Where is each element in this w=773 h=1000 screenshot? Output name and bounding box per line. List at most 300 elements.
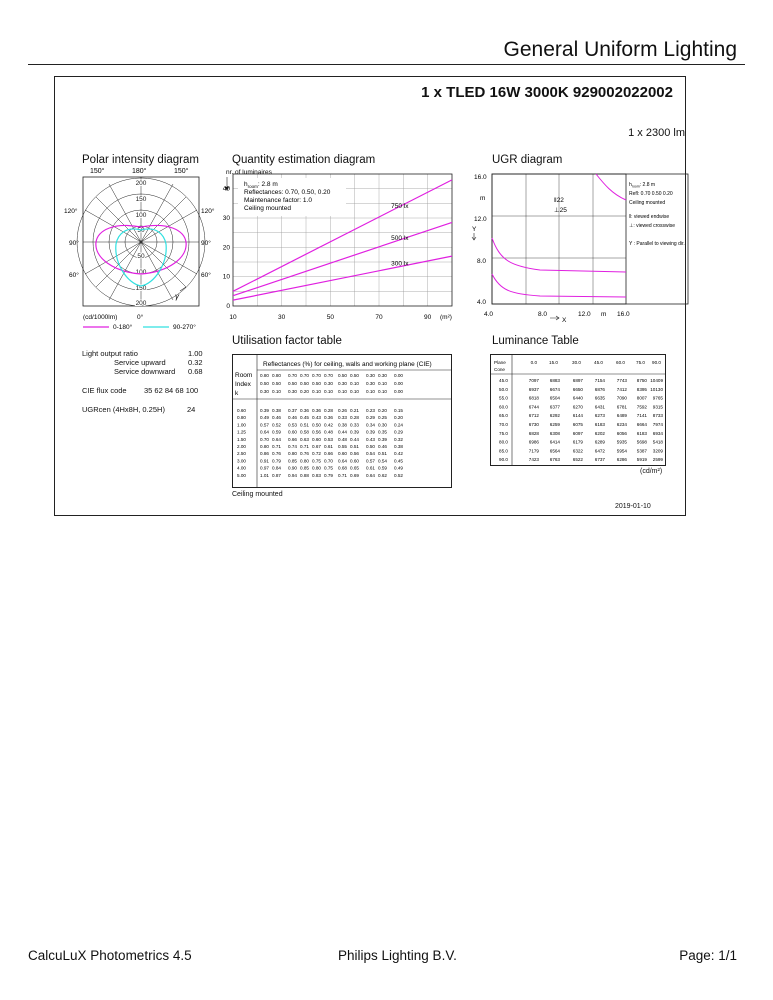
lum-value-cell: 6737 <box>594 457 605 463</box>
uf-value-cell: 0.57 <box>260 422 269 428</box>
uf-value-cell: 0.70 <box>324 458 333 464</box>
ring-label-50-top: 50 <box>137 227 145 234</box>
uf-reflectance-cell: 0.50 <box>272 381 281 386</box>
lum-cone-cell: 75.0 <box>499 430 508 436</box>
lum-value-cell: 6270 <box>572 404 583 410</box>
uf-value-cell: 0.24 <box>394 422 403 428</box>
uf-value-cell: 0.70 <box>260 436 269 442</box>
ugr-legend-crosswise: ⊥: viewed crosswise <box>629 223 676 229</box>
uf-value-cell: 0.44 <box>338 429 347 435</box>
uf-value-cell: 0.29 <box>366 415 375 421</box>
quantity-title: Quantity estimation diagram <box>232 154 376 166</box>
uf-value-cell: 0.52 <box>272 422 281 428</box>
uf-value-cell: 0.75 <box>312 458 321 464</box>
quantity-x-tick: 50 <box>326 314 334 321</box>
footer-page: Page: 1/1 <box>679 948 737 963</box>
uf-title: Utilisation factor table <box>232 335 342 347</box>
uf-value-cell: 0.62 <box>378 472 387 478</box>
lum-value-cell: 8750 <box>636 378 647 383</box>
uf-value-cell: 0.55 <box>338 444 347 449</box>
lum-value-cell: 6056 <box>616 430 627 436</box>
uf-room-index-cell: 2.00 <box>237 444 246 449</box>
uf-value-cell: 0.39 <box>350 429 359 435</box>
polar-side-label-120-left: 120° <box>64 208 78 215</box>
lum-value-cell: 6744 <box>528 404 539 410</box>
uf-value-cell: 0.52 <box>394 472 403 478</box>
endwise-icon: ‖ <box>629 214 632 220</box>
uf-value-cell: 0.42 <box>394 451 403 457</box>
lum-plane-header: 15.0 <box>549 360 558 365</box>
lum-value-cell: 6828 <box>528 430 539 436</box>
uf-reflectance-cell: 0.10 <box>366 389 375 394</box>
viewed-endwise-icon: ‖ <box>554 197 557 204</box>
quantity-chart <box>216 164 466 324</box>
lum-value-cell: 6781 <box>616 404 627 410</box>
uf-value-cell: 0.76 <box>300 451 309 457</box>
polar-side-label-90-right: 90° <box>201 240 211 247</box>
uf-value-cell: 0.44 <box>350 436 359 442</box>
ugr-marker-25: ⊥25 <box>554 207 567 214</box>
lum-value-cell: 6763 <box>549 457 560 463</box>
uf-value-cell: 0.87 <box>272 472 281 478</box>
lum-plane-header: 75.0 <box>636 360 645 365</box>
ugr-grid <box>492 174 626 304</box>
lum-value-cell: 10130 <box>650 386 663 392</box>
lum-value-cell: 6440 <box>572 395 583 401</box>
issue-date: 2019-01-10 <box>615 503 651 510</box>
lum-value-cell: 7154 <box>594 378 605 383</box>
uf-value-cell: 0.64 <box>338 458 347 464</box>
ugr-y-axis-label: Y <box>472 226 477 233</box>
quantity-x-tick: 30 <box>278 314 286 321</box>
uf-value-cell: 0.38 <box>272 408 281 413</box>
quantity-x-tick: 90 <box>424 314 432 321</box>
polar-diagram <box>54 160 229 335</box>
ugr-legend-refl: Refl: 0.70 0.50 0.20 <box>629 191 673 197</box>
uf-value-cell: 0.85 <box>288 458 297 464</box>
lum-value-cell: 6934 <box>652 430 663 436</box>
lum-value-cell: 7179 <box>528 448 539 454</box>
header-divider <box>28 64 745 65</box>
lum-value-cell: 6377 <box>549 404 560 410</box>
uf-value-cell: 0.36 <box>324 415 333 421</box>
ring-label-50-bottom: 50 <box>137 253 145 260</box>
lum-value-cell: 6674 <box>549 386 560 392</box>
uf-reflectance-cell: 0.00 <box>394 389 403 394</box>
crosswise-icon: ⊥ <box>629 223 634 229</box>
uf-value-cell: 0.51 <box>300 422 309 428</box>
quantity-y-tick: 30 <box>222 215 230 222</box>
uf-reflectance-cell: 0.30 <box>324 381 333 386</box>
ugr-legend-mounting: Ceiling mounted <box>629 200 666 206</box>
lum-value-cell: 6522 <box>572 457 583 463</box>
uf-value-cell: 0.37 <box>288 408 297 413</box>
lum-value-cell: 5954 <box>616 448 627 454</box>
uf-value-cell: 0.83 <box>312 472 321 478</box>
uf-value-cell: 0.60 <box>288 429 297 435</box>
uf-value-cell: 0.94 <box>288 472 297 478</box>
uf-value-cell: 0.66 <box>324 451 333 457</box>
lor-value: 1.00 <box>188 349 203 358</box>
lum-value-cell: 6730 <box>528 422 539 427</box>
uf-reflectance-cell: 0.10 <box>378 389 387 394</box>
polar-side-label-60-left: 60° <box>69 272 79 279</box>
luminance-unit: (cd/m²) <box>640 468 663 475</box>
uf-value-cell: 0.68 <box>338 465 347 471</box>
uf-value-cell: 0.35 <box>378 429 387 435</box>
footer-software: CalcuLuX Photometrics 4.5 <box>28 948 192 963</box>
lum-value-cell: 8395 <box>636 386 647 392</box>
uf-value-cell: 0.32 <box>394 436 403 442</box>
lum-value-cell: 6308 <box>549 430 560 436</box>
luminaire-title: 1 x TLED 16W 3000K 929002022002 <box>421 84 673 101</box>
uf-value-cell: 0.25 <box>378 415 387 421</box>
quantity-series-line <box>233 222 452 295</box>
footer-company: Philips Lighting B.V. <box>338 948 457 963</box>
lum-value-cell: 6286 <box>616 457 627 463</box>
lum-value-cell: 7743 <box>616 378 627 383</box>
uf-value-cell: 0.51 <box>350 444 359 449</box>
quantity-info-mounting: Ceiling mounted <box>244 205 291 212</box>
uf-value-cell: 0.42 <box>324 422 333 428</box>
lor-label: Light output ratio <box>82 349 138 358</box>
uf-reflectance-cell: 0.10 <box>350 381 359 386</box>
uf-value-cell: 0.76 <box>272 451 281 457</box>
quantity-y-tick: 40 <box>222 185 230 193</box>
uf-value-cell: 0.67 <box>312 444 321 449</box>
uf-room-index-cell: 3.00 <box>237 458 246 464</box>
lum-value-cell: 7974 <box>652 422 663 427</box>
lum-cone-cell: 85.0 <box>499 448 508 454</box>
lum-plane-header: 90.0 <box>652 360 661 365</box>
uf-value-cell: 0.60 <box>338 451 347 457</box>
uf-room-index-cell: 2.50 <box>237 451 246 457</box>
uf-value-cell: 0.60 <box>312 436 321 442</box>
uf-reflectance-cell: 0.30 <box>366 381 375 386</box>
lum-cone-cell: 70.0 <box>499 422 508 427</box>
lum-value-cell: 6818 <box>528 395 539 401</box>
ugr-x-tick-12: 12.0 <box>578 311 591 318</box>
lum-value-cell: 10409 <box>650 378 663 383</box>
uf-value-cell: 0.90 <box>288 465 297 471</box>
lum-value-cell: 6635 <box>594 395 605 401</box>
lum-value-cell: 5919 <box>636 457 647 463</box>
quantity-x-unit: (m²) <box>440 314 452 321</box>
uf-value-cell: 0.21 <box>350 408 359 413</box>
lum-value-cell: 5935 <box>616 439 627 445</box>
uf-value-cell: 0.64 <box>260 429 269 435</box>
uf-reflectance-cell: 0.10 <box>312 389 321 394</box>
lum-value-cell: 6289 <box>594 439 605 445</box>
quantity-info-h: $h_{room}$: 2.8 m <box>244 181 278 189</box>
uf-value-cell: 0.20 <box>394 415 403 421</box>
uf-reflectance-cell: 0.00 <box>394 373 403 378</box>
lum-value-cell: 6897 <box>572 378 583 383</box>
lum-value-cell: 6937 <box>528 386 539 392</box>
uf-value-cell: 0.71 <box>272 444 281 449</box>
ring-label-150-bottom: 150 <box>135 285 147 292</box>
lum-value-cell: 6664 <box>636 422 647 427</box>
uf-reflectance-cell: 0.10 <box>378 381 387 386</box>
uf-value-cell: 0.28 <box>324 408 333 413</box>
uf-value-cell: 0.80 <box>288 451 297 457</box>
viewed-crosswise-icon: ⊥ <box>554 207 560 214</box>
uf-value-cell: 0.57 <box>366 458 375 464</box>
uf-value-cell: 0.38 <box>338 422 347 428</box>
uf-value-cell: 0.51 <box>378 451 387 457</box>
uf-value-cell: 0.56 <box>350 451 359 457</box>
ugr-x-axis-label: X <box>562 317 567 324</box>
uf-room-index-cell: 1.50 <box>237 436 246 442</box>
quantity-x-ticks <box>229 314 431 321</box>
uf-value-cell: 0.36 <box>300 408 309 413</box>
lum-value-cell: 6472 <box>594 448 605 454</box>
ugr-y-tick-8: 8.0 <box>477 258 487 265</box>
uf-value-cell: 0.65 <box>350 465 359 471</box>
uf-value-cell: 0.63 <box>300 436 309 442</box>
polar-title: Polar intensity diagram <box>82 154 199 166</box>
uf-reflectance-cell: 0.70 <box>300 373 309 378</box>
uf-room-index-cell: 1.25 <box>237 429 246 435</box>
uf-cells <box>237 373 403 478</box>
uf-reflectance-cell: 0.00 <box>394 381 403 386</box>
light-output-block <box>82 349 203 376</box>
uf-value-cell: 0.20 <box>378 408 387 413</box>
ugr-y-tick-16: 16.0 <box>474 174 487 181</box>
uf-reflectance-cell: 0.70 <box>288 373 297 378</box>
uf-value-cell: 0.97 <box>260 465 269 471</box>
uf-room-index-cell: 4.00 <box>237 465 246 471</box>
lum-cone-cell: 90.0 <box>499 457 508 463</box>
page-title: General Uniform Lighting <box>503 38 737 61</box>
uf-value-cell: 0.71 <box>300 444 309 449</box>
lor-label: Service downward <box>114 367 176 376</box>
lum-value-cell: 6489 <box>616 413 627 419</box>
lum-value-cell: 5418 <box>652 439 663 445</box>
luminance-table-grid <box>491 355 665 465</box>
lum-value-cell: 6876 <box>594 386 605 392</box>
uf-value-cell: 0.80 <box>260 444 269 449</box>
polar-unit-label: (cd/1000lm) <box>83 314 118 321</box>
uf-value-cell: 0.58 <box>300 429 309 435</box>
lum-value-cell: 2599 <box>652 457 663 463</box>
lum-value-cell: 6431 <box>594 404 605 410</box>
quantity-ylabel: nr. of luminaires <box>226 169 272 176</box>
uf-value-cell: 0.45 <box>394 458 403 464</box>
ugr-x-tick-8: 8.0 <box>538 311 548 318</box>
uf-value-cell: 0.91 <box>260 458 269 464</box>
cie-flux-value: 35 62 84 68 100 <box>144 386 199 395</box>
polar-side-label-120-right: 120° <box>201 208 215 215</box>
uf-value-cell: 0.53 <box>288 422 297 428</box>
lum-value-cell: 7412 <box>616 386 627 392</box>
uf-reflectance-cell: 0.50 <box>338 373 347 378</box>
lum-value-cell: 6183 <box>594 422 605 427</box>
lum-value-cell: 8007 <box>636 395 647 401</box>
uf-reflectance-cell: 0.50 <box>300 381 309 386</box>
uf-value-cell: 0.49 <box>260 415 269 421</box>
luminance-cells <box>499 360 663 462</box>
uf-value-cell: 0.64 <box>366 472 375 478</box>
uf-value-cell: 0.64 <box>272 436 281 442</box>
quantity-y-tick: 10 <box>222 273 230 281</box>
uf-value-cell: 0.30 <box>378 422 387 428</box>
uf-index-label: Index <box>235 381 251 388</box>
uf-value-cell: 0.29 <box>394 429 403 435</box>
uf-value-cell: 0.84 <box>272 465 281 471</box>
uf-room-index-cell: 1.00 <box>237 422 246 428</box>
quantity-info-reflectances: Reflectances: 0.70, 0.50, 0.20 <box>244 189 331 196</box>
ugr-title: UGR diagram <box>492 154 563 166</box>
lum-plane-header: 60.0 <box>616 360 625 365</box>
uf-table <box>232 354 452 488</box>
uf-value-cell: 0.34 <box>366 422 375 428</box>
lum-value-cell: 9315 <box>652 404 663 410</box>
uf-k-label: k <box>235 390 239 397</box>
uf-value-cell: 0.59 <box>378 465 387 471</box>
uf-value-cell: 0.36 <box>312 408 321 413</box>
lum-value-cell: 6179 <box>572 439 583 445</box>
uf-value-cell: 0.50 <box>312 422 321 428</box>
lum-plane-label: Plane <box>494 360 506 365</box>
uf-value-cell: 0.54 <box>378 458 387 464</box>
lum-value-cell: 6504 <box>549 395 560 401</box>
uf-reflectance-cell: 0.50 <box>260 381 269 386</box>
lum-plane-header: 0.0 <box>530 360 537 365</box>
quantity-y-ticks <box>223 186 231 310</box>
luminance-table <box>490 354 666 466</box>
ring-label-200-top: 200 <box>135 180 147 187</box>
lum-value-cell: 6183 <box>636 430 647 436</box>
ring-label-150-top: 150 <box>135 196 147 203</box>
ugr-cen-label: UGRcen (4Hx8H, 0.25H) <box>82 405 165 414</box>
uf-reflectance-cell: 0.30 <box>366 373 375 378</box>
quantity-y-tick: 0 <box>226 303 230 310</box>
uf-footnote: Ceiling mounted <box>232 491 283 498</box>
uf-value-cell: 0.50 <box>366 444 375 449</box>
uf-value-cell: 0.38 <box>394 444 403 449</box>
uf-value-cell: 0.33 <box>338 415 347 421</box>
uf-value-cell: 0.86 <box>260 451 269 457</box>
polar-top-label-center: 180° <box>132 168 147 175</box>
lum-value-cell: 7097 <box>528 378 539 383</box>
uf-reflectance-cell: 0.30 <box>288 389 297 394</box>
uf-reflectance-cell: 0.10 <box>350 389 359 394</box>
quantity-series-label: 300 lx <box>391 260 409 268</box>
polar-side-label-90-left: 90° <box>69 240 79 247</box>
uf-reflectance-cell: 0.30 <box>338 381 347 386</box>
uf-value-cell: 0.28 <box>350 415 359 421</box>
uf-value-cell: 0.60 <box>350 458 359 464</box>
quantity-series-line <box>233 256 452 300</box>
uf-value-cell: 1.01 <box>260 472 269 478</box>
uf-value-cell: 0.39 <box>378 436 387 442</box>
ugr-x-tick-4: 4.0 <box>484 311 494 318</box>
uf-value-cell: 0.69 <box>350 472 359 478</box>
uf-table-grid <box>233 355 451 487</box>
uf-value-cell: 0.72 <box>312 451 321 457</box>
uf-value-cell: 0.79 <box>324 472 333 478</box>
lor-row <box>82 349 203 358</box>
uf-room-index-cell: 0.60 <box>237 408 246 413</box>
uf-value-cell: 0.80 <box>300 458 309 464</box>
uf-value-cell: 0.85 <box>300 465 309 471</box>
lum-cone-cell: 50.0 <box>499 386 508 392</box>
uf-reflectance-cell: 0.50 <box>288 381 297 386</box>
uf-value-cell: 0.79 <box>272 458 281 464</box>
ugr-y-tick-4: 4.0 <box>477 299 487 306</box>
uf-room-label: Room <box>235 372 253 379</box>
lum-value-cell: 6414 <box>549 439 560 445</box>
lum-value-cell: 6322 <box>572 448 583 454</box>
uf-value-cell: 0.66 <box>288 436 297 442</box>
ugr-marker-22: ‖22 <box>554 197 564 204</box>
lum-value-cell: 5387 <box>636 448 647 454</box>
ugr-y-unit: m <box>480 195 486 202</box>
uf-value-cell: 0.15 <box>394 408 403 413</box>
uf-value-cell: 0.74 <box>288 444 297 449</box>
uf-value-cell: 0.23 <box>366 408 375 413</box>
uf-value-cell: 0.39 <box>366 429 375 435</box>
luminance-title: Luminance Table <box>492 335 579 347</box>
lum-plane-header: 30.0 <box>572 360 581 365</box>
luminaire-lumens: 1 x 2300 lm <box>628 127 685 139</box>
polar-top-label-right: 150° <box>174 168 189 175</box>
lum-value-cell: 8733 <box>652 413 663 419</box>
uf-value-cell: 0.53 <box>324 436 333 442</box>
uf-value-cell: 0.43 <box>366 436 375 442</box>
quantity-x-tick: 70 <box>375 314 383 321</box>
quantity-y-tick: 20 <box>222 244 230 252</box>
ugr-x-arrow <box>550 316 559 320</box>
quantity-series-label: 500 lx <box>391 234 409 242</box>
lum-value-cell: 6650 <box>572 386 583 392</box>
uf-value-cell: 0.43 <box>312 415 321 421</box>
lum-value-cell: 6202 <box>594 430 605 436</box>
uf-value-cell: 0.33 <box>350 422 359 428</box>
lor-value: 0.32 <box>188 358 203 367</box>
ugr-legend-h: $h_{room}$: 2.8 m <box>629 182 656 189</box>
cie-flux-label: CIE flux code <box>82 386 127 395</box>
lum-value-cell: 6259 <box>549 422 560 427</box>
legend-label-90-270: 90-270° <box>173 324 196 331</box>
lum-value-cell: 6986 <box>528 439 539 445</box>
uf-reflectance-cell: 0.50 <box>350 373 359 378</box>
uf-reflectance-cell: 0.50 <box>312 381 321 386</box>
uf-room-index-cell: 0.80 <box>237 415 246 421</box>
uf-reflectance-cell: 0.70 <box>324 373 333 378</box>
lum-cone-cell: 55.0 <box>499 395 508 401</box>
lum-value-cell: 7141 <box>636 413 647 419</box>
ring-label-100-bottom: 100 <box>135 269 147 276</box>
uf-value-cell: 0.71 <box>338 472 347 478</box>
uf-reflectance-cell: 0.10 <box>338 389 347 394</box>
polar-zero-label: 0° <box>137 314 144 321</box>
uf-reflectance-cell: 0.20 <box>300 389 309 394</box>
uf-value-cell: 0.61 <box>366 465 375 471</box>
lor-label: Service upward <box>114 358 166 367</box>
ring-label-200-bottom: 200 <box>135 300 147 307</box>
uf-reflectance-cell: 0.70 <box>312 373 321 378</box>
ugr-legend-parallel: Y : Parallel to viewing dir. <box>629 241 685 247</box>
ugr-cen-value: 24 <box>187 405 196 414</box>
lor-row <box>82 367 203 376</box>
lum-value-cell: 6292 <box>549 413 560 419</box>
lum-value-cell: 6234 <box>616 422 627 427</box>
uf-value-cell: 0.45 <box>300 415 309 421</box>
polar-side-label-60-right: 60° <box>201 272 211 279</box>
uf-reflectance-cell: 0.30 <box>260 389 269 394</box>
